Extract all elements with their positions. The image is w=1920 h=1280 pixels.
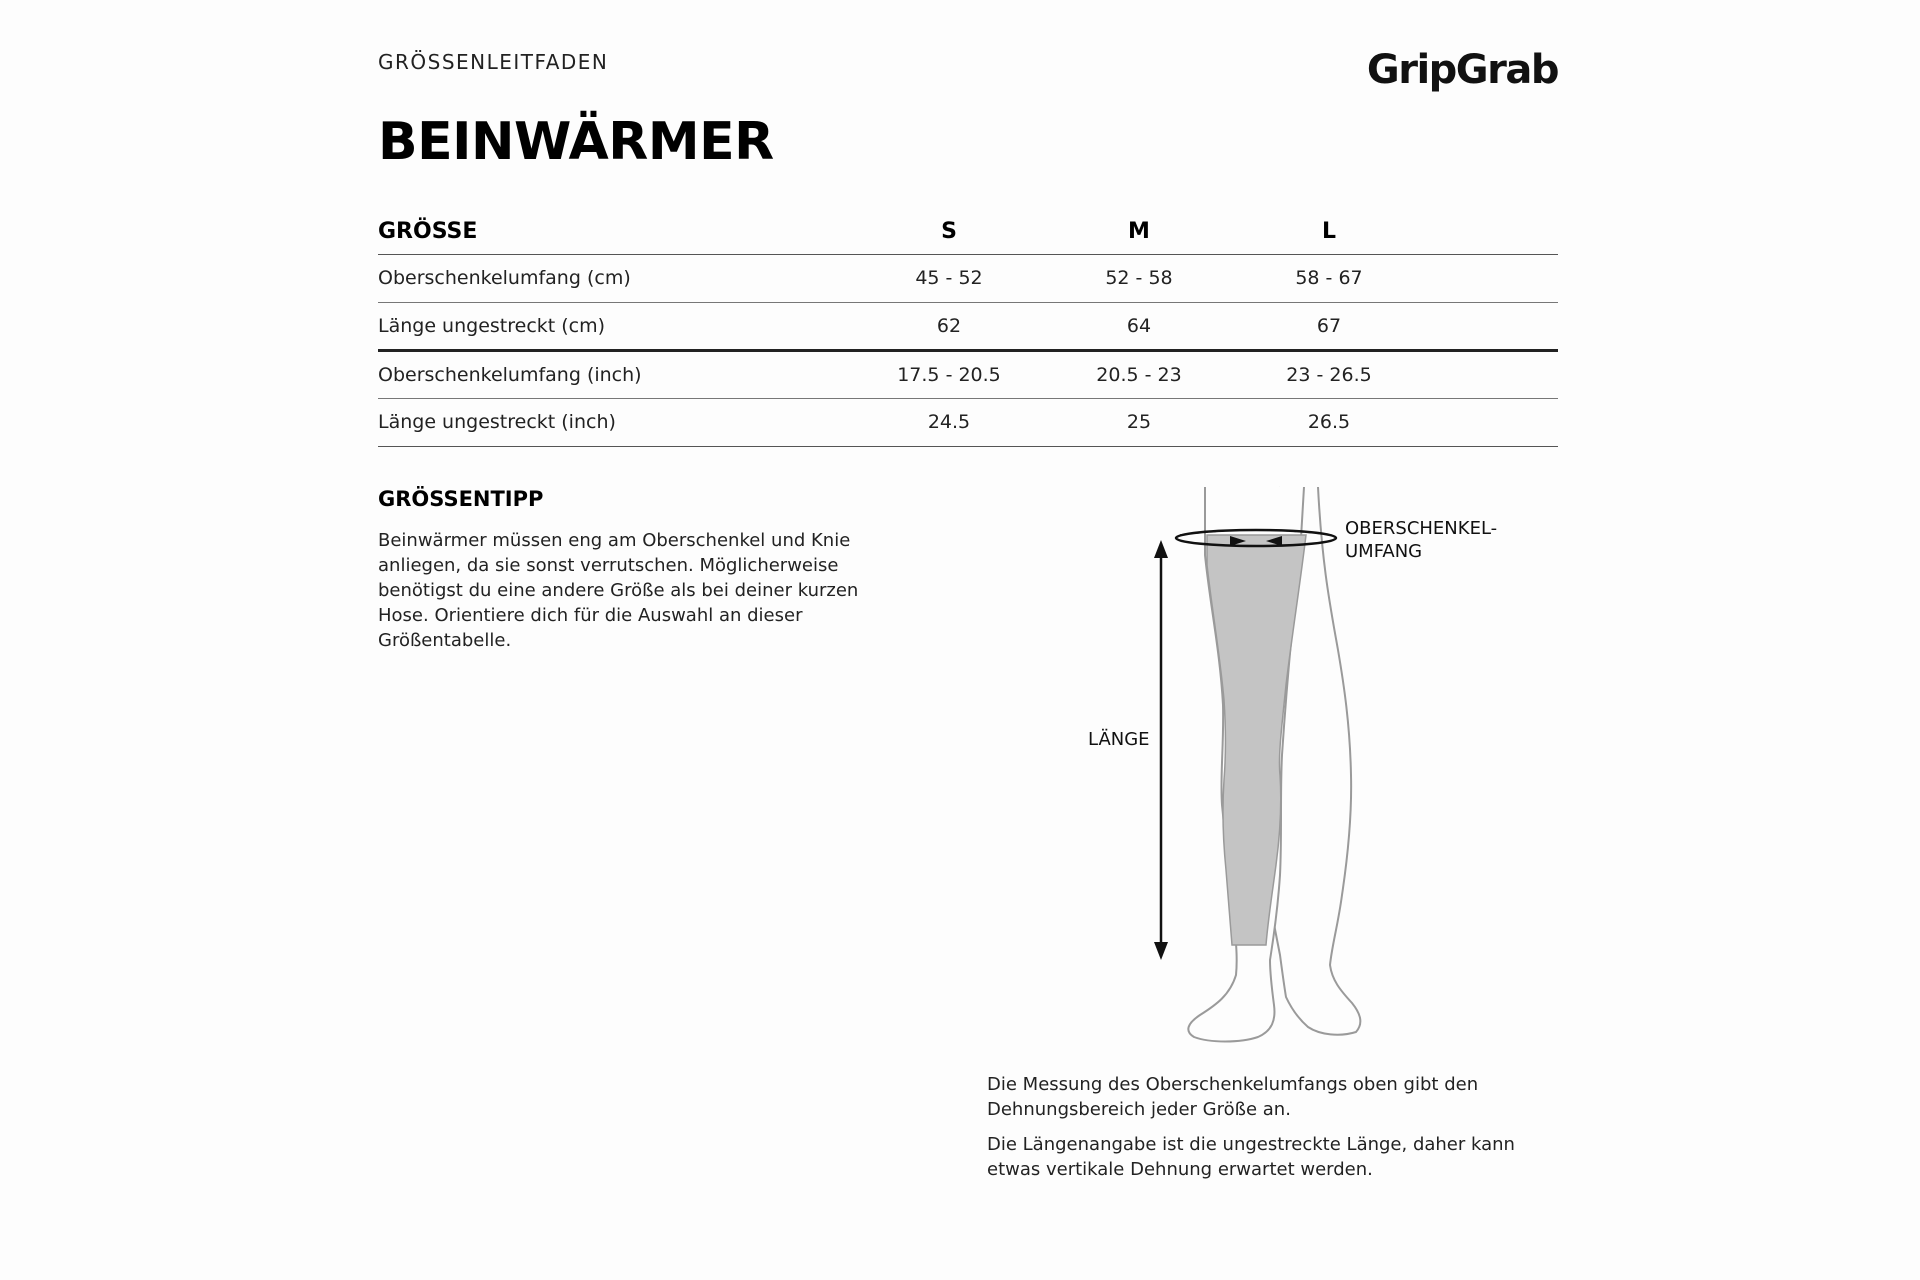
tip-body: Beinwärmer müssen eng am Oberschenkel und Knie anliegen, da sie sonst verrutschen. Möglicherweise benötigst du eine andere Größe als bei deiner kurzen Hose. Orientiere dich für die Auswahl an dieser Größentabelle. xyxy=(378,530,859,651)
cell-m: 25 xyxy=(1126,411,1152,433)
page-title: BEINWÄRMER xyxy=(378,112,774,172)
tip-heading: GRÖSSENTIPP xyxy=(378,487,544,511)
length-label: LÄNGE xyxy=(1088,729,1150,750)
cell-s: 17.5 - 20.5 xyxy=(897,363,1001,386)
cell-spacer xyxy=(1424,398,1558,446)
cell-spacer xyxy=(1424,350,1558,398)
table-row xyxy=(378,302,1558,350)
row-label: Länge ungestreckt (inch) xyxy=(378,411,616,433)
cell-spacer xyxy=(1424,302,1558,350)
cell-s: 45 - 52 xyxy=(915,267,983,289)
brand-logo: GripGrab xyxy=(1366,47,1558,93)
cell-m: 64 xyxy=(1126,314,1152,337)
size-table xyxy=(378,210,1558,447)
length-arrow-top xyxy=(1154,540,1168,558)
note-length: Die Längenangabe ist die ungestreckte Länge, daher kann etwas vertikale Dehnung erwartet werden. xyxy=(987,1134,1515,1180)
table-row xyxy=(378,254,1558,302)
row-label: Oberschenkelumfang (inch) xyxy=(378,363,642,386)
cell-s: 24.5 xyxy=(927,411,971,433)
row-label: Oberschenkelumfang (cm) xyxy=(378,267,631,289)
size-header-l: L xyxy=(1321,219,1337,245)
thigh-label-line2: UMFANG xyxy=(1345,541,1423,562)
cell-spacer xyxy=(1424,254,1558,302)
table-row xyxy=(378,350,1558,398)
cell-l: 26.5 xyxy=(1307,411,1351,433)
size-header-m: M xyxy=(1128,219,1150,245)
cell-l: 67 xyxy=(1316,314,1342,337)
cell-m: 20.5 - 23 xyxy=(1096,363,1182,386)
size-header-s: S xyxy=(941,219,957,245)
size-table-header xyxy=(378,210,1558,254)
size-header-spacer xyxy=(1424,210,1558,254)
row-label: Länge ungestreckt (cm) xyxy=(378,314,606,337)
cell-m: 52 - 58 xyxy=(1105,267,1173,289)
note-circumference: Die Messung des Oberschenkelumfangs oben gibt den Dehnungsbereich jeder Größe an. xyxy=(987,1074,1479,1120)
cell-l: 58 - 67 xyxy=(1295,267,1363,289)
leg-diagram xyxy=(1060,475,1560,1060)
size-header-label: GRÖSSE xyxy=(378,219,478,245)
guide-eyebrow: GRÖSSENLEITFADEN xyxy=(378,50,609,74)
length-arrow-bottom xyxy=(1154,942,1168,960)
thigh-label-line1: OBERSCHENKEL- xyxy=(1345,518,1498,539)
cell-l: 23 - 26.5 xyxy=(1286,363,1372,386)
table-row xyxy=(378,398,1558,446)
cell-s: 62 xyxy=(936,314,962,337)
